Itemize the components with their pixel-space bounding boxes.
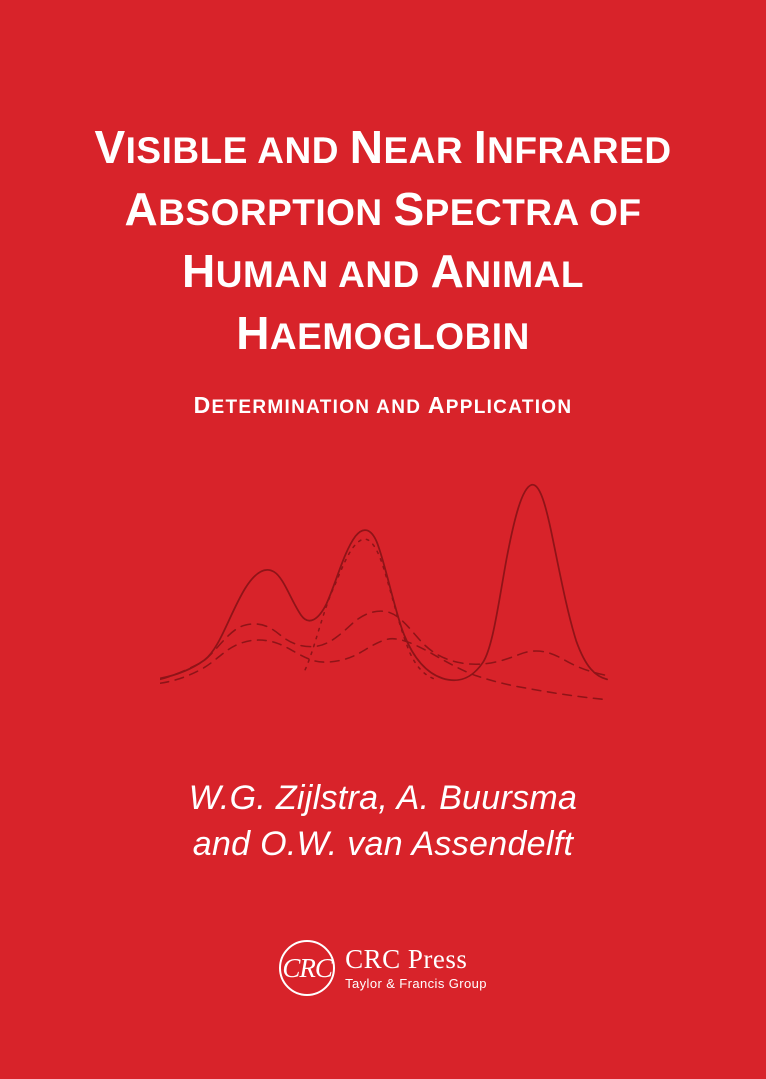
crc-roundel-icon: CRC <box>279 940 335 996</box>
title-line-4: HAEMOGLOBIN <box>236 307 530 359</box>
title-line-3: HUMAN AND ANIMAL <box>182 245 584 297</box>
authors-line-2: and O.W. van Assendelft <box>192 825 574 863</box>
subtitle: DETERMINATION AND APPLICATION <box>193 392 573 418</box>
authors <box>0 775 766 867</box>
absorption-spectra-graphic <box>160 470 610 730</box>
publisher-logo <box>0 940 766 996</box>
spectra-dashed-curve-1 <box>160 611 607 679</box>
title-block <box>0 118 766 419</box>
authors-line-1: W.G. Zijlstra, A. Buursma <box>188 779 578 817</box>
title-line-1: VISIBLE AND NEAR INFRARED <box>94 121 672 173</box>
publisher-name: CRC Press <box>345 944 468 974</box>
spectra-dashed-curve-2 <box>160 639 607 700</box>
publisher-group: Taylor & Francis Group <box>345 976 487 992</box>
title-line-2: ABSORPTION SPECTRA OF <box>124 183 642 235</box>
spectra-dotted-curve <box>305 539 439 680</box>
